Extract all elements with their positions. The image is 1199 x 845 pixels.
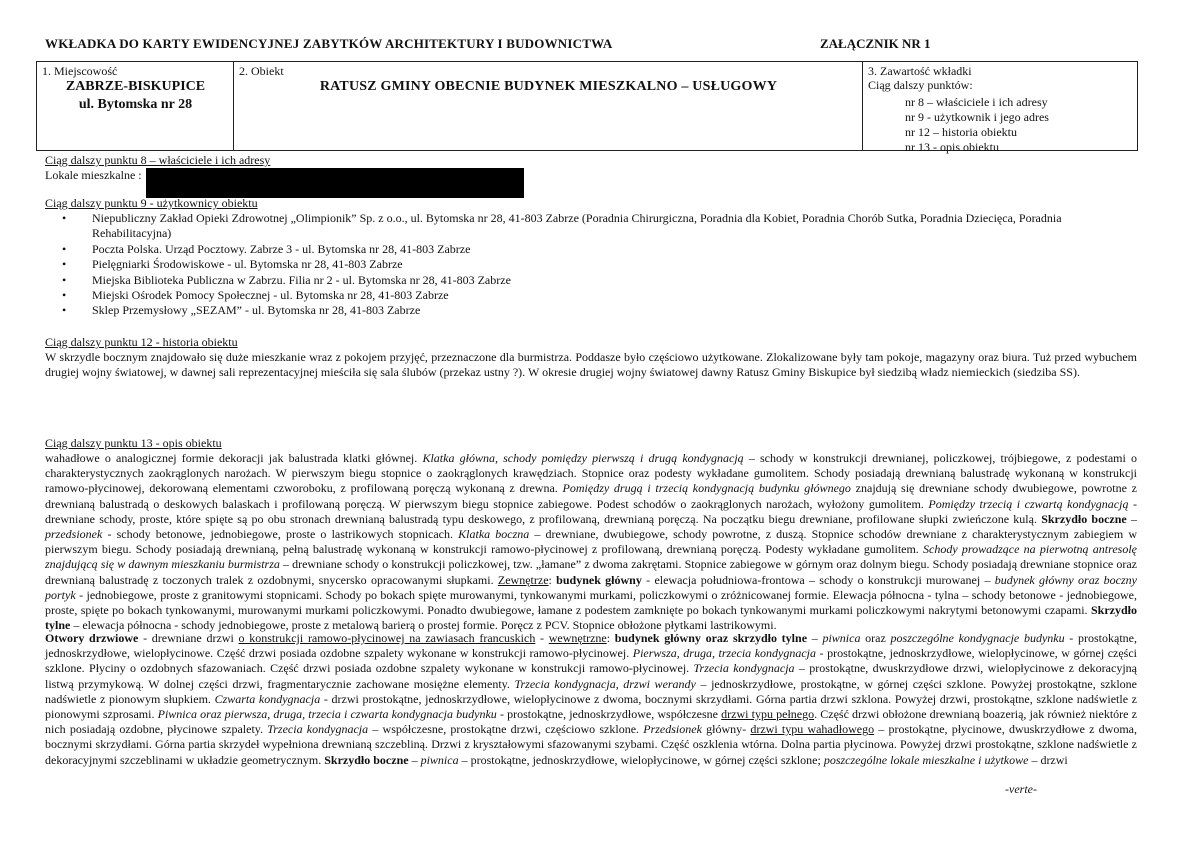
locality-cell [37,62,234,150]
text-run: - drzwi prostokątne, jednoskrzydłowe, wielopłycinowe z dwoma, bocznymi skrzydłami. Górna partia drzwi szklona. Powyżej drzwi, prostokątne, szklone nadświetle z pionowymi szprosami. [45,691,1137,722]
list-item: • Niepubliczny Zakład Opieki Zdrowotnej „Olimpionik” Sp. z o.o., ul. Bytomska nr 28, 41-803 Zabrze (Poradnia Chirurgiczna, Poradnia dla Kobiet, Poradnia Chorób Sutka, Poradnia Dziecięca, Poradnia Rehabilitacyjna) [62,211,1142,242]
contents-cell [863,62,1139,154]
verte-note: -verte- [1005,782,1037,796]
text-run: – [807,631,823,645]
text-run: - elewacja południowa-frontowa – schody o konstrukcji murowanej – [641,572,995,587]
text-run: - prostokątne, jednoskrzydłowe, wielopłycinowe, w górnej części szklone. Płyciny o ozdobnych sfazowaniach. Część drzwi posiada ozdobne szpalety wykonane w konstrukcji ramowo-płycinowej. [45,646,1138,676]
text-run: Klatka boczna [458,527,530,542]
text-run: – drzwi [1028,752,1068,767]
text-run: Trzecia kondygnacja [267,722,369,737]
text-run: Czwarta kondygnacja [214,691,321,706]
text-run: Trzecia kondygnacja [693,661,795,676]
redaction-block [146,168,524,198]
contents-item: nr 9 - użytkownik i jego adres [905,110,1049,124]
text-run: Skrzydło tylne [45,603,1137,633]
text-run: poszczególne kondygnacje budynku [890,631,1065,645]
text-run: Skrzydło boczne [1041,511,1127,526]
list-item: • Miejska Biblioteka Publiczna w Zabrzu. Filia nr 2 - ul. Bytomska nr 28, 41-803 Zabrze [62,273,1142,288]
text-run: - prostokątne, jednoskrzydłowe, wielopłycinowe. Część drzwi posiada ozdobne szpalety wykonane w konstrukcji ramowo-płycinowej. [45,631,1138,661]
text-run: - prostokątne, jednoskrzydłowe, współczesne [496,707,722,722]
list-item: • Pielęgniarki Środowiskowe - ul. Bytomska nr 28, 41-803 Zabrze [62,257,1142,272]
text-run: Trzecia kondygnacja, drzwi werandy [514,676,696,691]
object-cell [234,62,863,150]
contents-title: Ciąg dalszy punktów: [868,78,973,92]
text-run: znajdują się drewniane schody dwubiegowe, powrotne z drewnianą balustradą o deskowych balaskach i profilowaną poręczą. W pierwszym biegu stopnice zabiegowe. Podest schodów o zaokrąglonych narożach, wyłożony gumolitem. [45,481,1138,511]
text-run: - schody betonowe, jednobiegowe, proste o lastrikowych stopnicach. [102,527,459,542]
text-run: Zewnętrze [497,572,549,587]
text-run: – [1126,511,1137,526]
text-run: oraz [860,631,891,645]
list-item: • Poczta Polska. Urząd Pocztowy. Zabrze 3 - ul. Bytomska nr 28, 41-803 Zabrze [62,242,1142,257]
text-run: główny- [701,722,751,737]
contents-item: nr 8 – właściciele i ich adresy [905,95,1048,109]
text-run: – prostokątne, płycinowe, dwuskrzydłowe z dwoma, bocznymi skrzydłami. Górna partia skrzydeł wypełniona drewnianą szczebliną. Drzwi z kryształowymi sfazowanymi szybami. Część oszklenia wtórna. Dolna partia płycinowa. Powyżej drzwi prostokątne, szklone nadświetle z dekoracyjnymi szczeblinami w układzie geometrycznym. [45,722,1138,767]
locality-name: ZABRZE-BISKUPICE [65,79,206,94]
text-run: Piwnica oraz pierwsza, druga, trzecia i czwarta kondygnacja budynku [157,707,497,722]
section-12-text: W skrzydle bocznym znajdowało się duże mieszkanie wraz z pokojem przyjęć, przeznaczone dla burmistrza. Poddasze było częściowo użytkowane. Zlokalizowane były tam pokoje, magazyny oraz biura. Tuż przed wybuchem drugiej wojny światowej, w dawnej sali reprezentacyjnej mieściła się sala ślubów (przekaz ustny ?). W okresie drugiej wojny światowej dawny Ratusz Gminy Biskupice był siedzibą władz niemieckich (siedziba SS). [45,350,1137,380]
text-run: Pierwsza, druga, trzecia kondygnacja [632,646,817,661]
text-run: – drewniane schody o konstrukcji policzkowej, tzw. „łamane” z dwoma zakrętami. Stopnice zabiegowe w górnym oraz dolnym biegu. Schody posiadają drewniane stopnice oraz drewnianą balustradę z toczonych tralek z ozdobnymi, snycersko opracowanymi słupkami. [45,557,1137,587]
text-run: Schody prowadzące na pierwotną antresolę znajdującą się w dawnym mieszkaniu burmistrza [45,542,1137,572]
text-run: drzwi typu pełnego [721,707,815,722]
text-run: Pomiędzy trzecią i czwartą kondygnacją [928,496,1129,511]
list-item: • Sklep Przemysłowy „SEZAM” - ul. Bytomska nr 28, 41-803 Zabrze [62,303,1142,318]
section-8-title: Ciąg dalszy punktu 8 – właściciele i ich adresy [45,153,271,167]
object-label: 2. Obiekt [239,64,284,78]
contents-label: 3. Zawartość wkładki [868,64,972,78]
text-run: wahadłowe o analogicznej formie dekoracji jak balustrada klatki głównej. [45,451,423,465]
text-run: - jednobiegowe, proste z granitowymi stopnicami. Schody po bokach spięte murowanymi, tynkowanymi murkami, policzkowymi o zróżnicowanej formie. Elewacja północna - tylna – schody betonowe - jednobiegowe, proste, spięte po bokach tynkowanymi, murowanymi murkami policzkowymi. Ponadto dwubiegowe, łamane z podestem zamknięte po bokach tynkowanymi murkami policzkowymi nakrytymi betonowymi czapami. [45,587,1137,618]
text-run: - drewniane drzwi [138,631,239,645]
section-8-line: Lokale mieszkalne : [45,168,142,182]
text-run: . Część drzwi obłożone drewnianą boazerią, jak również niektóre z nich posiadają ozdobne, płycinowe szpalety. [45,707,1137,737]
text-run: drzwi typu wahadłowego [750,722,875,737]
text-run: : [606,631,615,645]
text-run: – prostokątne, jednoskrzydłowe, wielopłycinowe, w górnej części szklone; [458,752,824,767]
text-run: - drewniane schody, proste, które spięte są po obu stronach drewnianą balustradą typu deskowego, z profilowaną, drewnianą poręczą. Na początku biegu drewniane, profilowane słupki zwieńczone kulą. [45,496,1138,526]
text-run: budynek główny [556,572,642,587]
text-run: – [408,752,421,767]
text-run: – elewacja północna - schody jednobiegowe, proste z metalową barierą o prostej formie. Poręcz z PCV. Stopnice obłożone płytkami lastrikowymi. [70,618,777,633]
text-run: o konstrukcji ramowo-płycinowej na zawiasach francuskich [238,631,536,645]
object-value: RATUSZ GMINY OBECNIE BUDYNEK MIESZKALNO – USŁUGOWY [319,79,778,94]
section-9-title: Ciąg dalszy punktu 9 - użytkownicy obiektu [45,196,258,210]
text-run: przedsionek [45,527,103,542]
text-run: poszczególne lokale mieszkalne i użytkowe [823,752,1029,767]
text-run: Pomiędzy drugą i trzecią kondygnacją budynku głównego [562,481,851,496]
text-run: – prostokątne, dwuskrzydłowe drzwi, wielopłycinowe z dekoracyjną listwą przymykową. W dolnej części drzwi, fragmentarycznie zachowane mosiężne elementy. [45,661,1137,691]
text-run: wewnętrzne [548,631,607,645]
contents-list [905,95,1049,155]
annex-label: ZAŁĄCZNIK NR 1 [820,36,931,51]
document-title: WKŁADKA DO KARTY EWIDENCYJNEJ ZABYTKÓW ARCHITEKTURY I BUDOWNICTWA [45,36,613,51]
text-run: piwnica [420,752,459,767]
text-run: Przedsionek [643,722,702,737]
contents-item: nr 12 – historia obiektu [905,125,1017,139]
text-run: budynek główny oraz skrzydło tylne [614,631,808,645]
section-12-title: Ciąg dalszy punktu 12 - historia obiektu [45,335,238,349]
list-item: • Miejski Ośrodek Pomocy Społecznej - ul. Bytomska nr 28, 41-803 Zabrze [62,288,1142,303]
text-run: – współczesne, prostokątne drzwi, częściowo szklone. [368,722,644,737]
text-run: – drewniane, dwubiegowe, schody powrotne, z duszą. Stopnice schodów drewniane z charakterystycznym zabiegiem w pierwszym biegu. Schody posiadają drewnianą, pełną balustradę wykonaną w konstrukcji ramowo-płycinowej z profilowaną, drewnianą poręczą. Podesty wykładane gumolitem. [45,527,1137,557]
locality-address: ul. Bytomska nr 28 [78,97,193,112]
section-13-paragraph-1 [45,451,1137,633]
text-run: piwnica [822,631,861,645]
text-run: Klatka główna, schody pomiędzy pierwszą i drugą kondygnacją [422,451,744,465]
text-run: – schody w konstrukcji drewnianej, policzkowej, trójbiegowe, z podestami o charakterystycznych zaokrąglonych narożach. W pierwszym biegu stopnice o zaokrąglonych krawędziach. Stopnice oraz podesty wykładane gumolitem. Schody posiadają drewnianą balustradę wykonaną w konstrukcji ramowo-płycinowej, dekorowaną elementami czworoboku, z profilowaną poręczą wykonaną z drewna. [45,451,1137,496]
section-13-title: Ciąg dalszy punktu 13 - opis obiektu [45,436,222,450]
contents-item: nr 13 - opis obiektu [905,140,999,154]
text-run: budynek główny oraz boczny portyk [45,572,1137,602]
header-box [36,61,1138,154]
text-run: – jednoskrzydłowe, prostokątne, w górnej części szklone. Powyżej prostokątne, szklone nadświetle z pionowym słupkiem. [45,676,1137,706]
text-run: : [548,572,557,587]
locality-label: 1. Miejscowość [42,64,118,78]
users-list [62,211,1142,319]
section-13-paragraph-2 [45,631,1137,768]
text-run: Skrzydło boczne [324,752,409,767]
text-run: Otwory drzwiowe [45,631,139,645]
text-run: - [535,631,549,645]
